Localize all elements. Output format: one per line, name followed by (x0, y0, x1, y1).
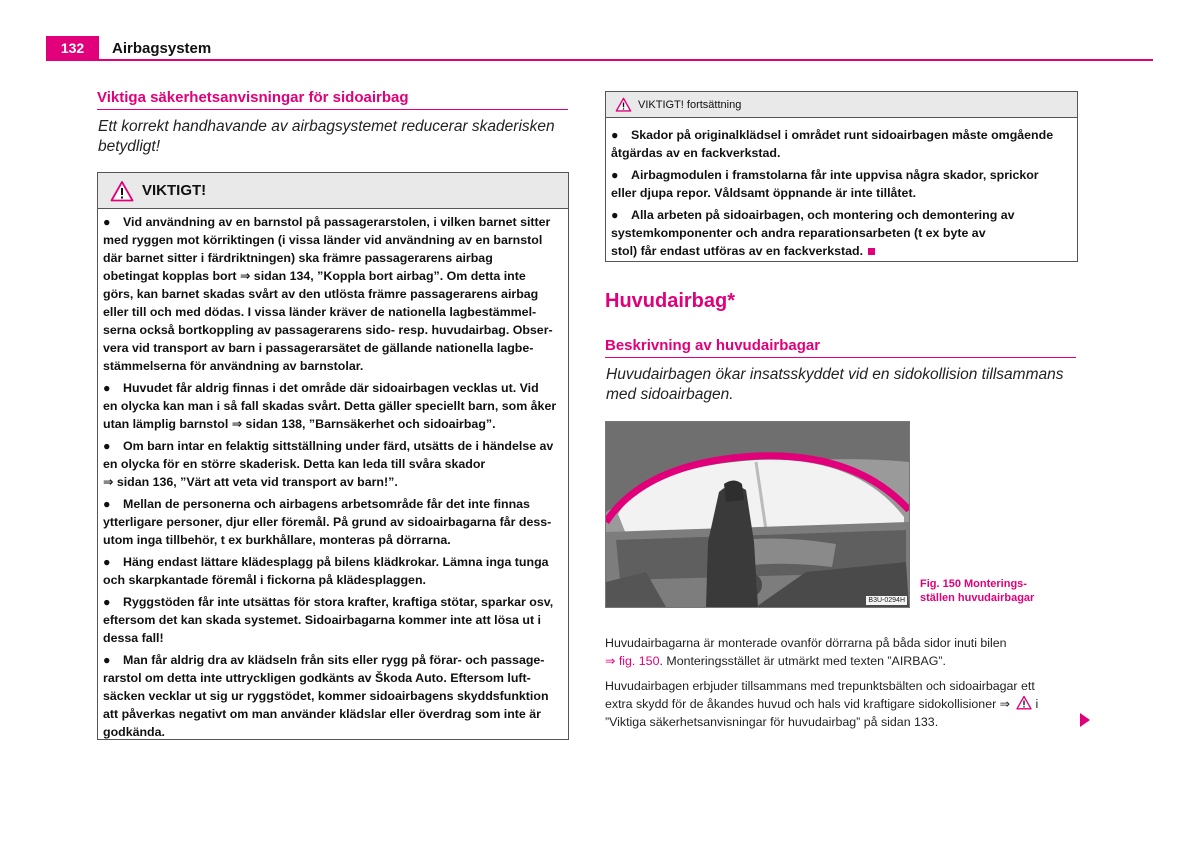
left-lead-text: Ett korrekt handhavande av airbagsystemet reducerar skaderisken betydligt! (98, 118, 555, 155)
warning-item-line (103, 593, 563, 611)
figure-code: B3U-0294H (868, 597, 905, 604)
warning-triangle-icon (110, 180, 134, 202)
paragraph-line (605, 652, 1085, 670)
warning-title: VIKTIGT! (142, 182, 207, 199)
bullet-dot-icon: ● (103, 497, 111, 511)
warning-item (103, 651, 563, 741)
warning-item-line (103, 705, 563, 723)
warning-continued-header (606, 92, 1077, 118)
warning-item-line (611, 224, 1072, 242)
paragraph-line: Huvudairbagen erbjuder tillsammans med trepunktsbälten och sidoairbagar ett (605, 679, 1035, 693)
warning-triangle-icon[interactable] (1016, 695, 1032, 710)
bullet-dot-icon: ● (611, 168, 619, 182)
warning-item (103, 495, 563, 549)
warning-item-text: ⇒ sidan 136, ”Värt att veta vid transport av barn!”. (103, 475, 398, 489)
bullet-dot-icon: ● (103, 595, 111, 609)
warning-item-text: systemkomponenter och andra reparationsarbeten (t ex byte av (611, 226, 986, 240)
warning-item-line (611, 166, 1072, 184)
warning-triangle-icon (615, 97, 632, 112)
bullet-dot-icon: ● (103, 555, 111, 569)
warning-item-line (611, 144, 1072, 162)
warning-item-text: att påverkas negativt om man använder klädslar eller överdrag som inte är (103, 707, 541, 721)
right-subheading: Beskrivning av huvudairbagar (605, 337, 1076, 358)
warning-box-header (98, 173, 568, 209)
car-interior-illustration (606, 422, 909, 607)
next-page-arrow-icon[interactable] (1080, 713, 1090, 727)
warning-item-line (103, 629, 563, 647)
paragraph-line: Huvudairbagarna är monterade ovanför dörrarna på båda sidor inuti bilen (605, 636, 1007, 650)
warning-item-text: Vid användning av en barnstol på passagerarstolen, i vilken barnet sitter (123, 215, 551, 229)
paragraph-text: extra skydd för de åkandes huvud och hals vid kraftigare sidokollisioner ⇒ (605, 697, 1011, 711)
warning-item-line (103, 231, 563, 249)
header-rule (46, 59, 1153, 61)
warning-item (611, 166, 1072, 202)
bullet-dot-icon: ● (103, 215, 111, 229)
warning-item-line (103, 611, 563, 629)
warning-item-line (611, 242, 1072, 260)
warning-item-text: Mellan de personerna och airbagens arbetsområde får det inte finnas (123, 497, 530, 511)
warning-item-text: utan lämplig barnstol ⇒ sidan 138, ”Barnsäkerhet och sidoairbag”. (103, 417, 496, 431)
warning-item-line (103, 267, 563, 285)
car-interior-figure (605, 421, 910, 608)
warning-item-line (103, 339, 563, 357)
warning-item-text: utom inga tillbehör, t ex burkhållare, monteras på dörrarna. (103, 533, 451, 547)
chapter-title: Airbagsystem (112, 40, 212, 57)
warning-item-line (103, 531, 563, 549)
warning-item-line (103, 669, 563, 687)
warning-item-text: en olycka kan man i så fall skadas svårt. Detta gäller speciellt barn, som åker (103, 399, 557, 413)
warning-item-text: stol) får endast utföras av en fackverkstad. (611, 244, 864, 258)
warning-item-text: Ryggstöden får inte utsättas för stora krafter, kraftiga stötar, sparkar osv, (123, 595, 554, 609)
warning-item-text: ytterligare personer, djur eller föremål. På grund av sidoairbagarna får dess- (103, 515, 552, 529)
warning-item-text: där barnet sitter i färdriktningen) ska främre passagerarens airbag (103, 251, 493, 265)
page-number-badge (46, 36, 99, 61)
warning-item-line (103, 553, 563, 571)
warning-item-text: Om barn intar en felaktig sittställning under färd, utsätts de i händelse av (123, 439, 554, 453)
warning-item (103, 379, 563, 433)
end-of-section-mark (868, 248, 875, 255)
warning-item-text: eller till och med dödas. I vissa länder kräver de nationella lagbestämmel- (103, 305, 537, 319)
warning-item-text: godkända. (103, 725, 165, 739)
warning-item-text: Skador på originalklädsel i området runt sidoairbagen måste omgående (631, 128, 1054, 142)
warning-item-text: säcken vecklar ut sig ur ryggstödet, kommer sidoairbagens skyddsfunktion (103, 689, 549, 703)
right-lead-text: Huvudairbagen ökar insatsskyddet vid en sidokollision tillsammans med sidoairbagen. (606, 366, 1064, 403)
warning-item-text: åtgärdas av en fackverkstad. (611, 146, 781, 160)
warning-item (103, 437, 563, 491)
warning-item (103, 553, 563, 589)
warning-item-text: och skarpkantade föremål i fickorna på klädesplaggen. (103, 573, 426, 587)
warning-item-line (103, 321, 563, 339)
warning-item-text: eller djupa repor. Våldsamt öppnande är inte tillåtet. (611, 186, 917, 200)
figure-caption-line: ställen huvudairbagar (920, 592, 1035, 604)
paragraph-line: ”Viktiga säkerhetsanvisningar för huvudairbag” på sidan 133. (605, 715, 939, 729)
warning-item (611, 206, 1072, 260)
page-number: 132 (60, 40, 85, 56)
warning-item-line (103, 495, 563, 513)
warning-item-line (103, 379, 563, 397)
warning-item-text: en olycka för en större skaderisk. Detta kan leda till svåra skador (103, 457, 486, 471)
warning-item-text: obetingat kopplas bort ⇒ sidan 134, ”Koppla bort airbag”. Om detta inte (103, 269, 526, 283)
left-subheading: Viktiga säkerhetsanvisningar för sidoairbag (97, 89, 568, 110)
warning-item (611, 126, 1072, 162)
warning-item-line (611, 206, 1072, 224)
warning-item (103, 593, 563, 647)
warning-continued-items (606, 118, 1077, 260)
warning-box (97, 172, 569, 740)
warning-item-text: dessa fall! (103, 631, 164, 645)
warning-item-line (103, 213, 563, 231)
warning-item-line (103, 357, 563, 375)
warning-item-line (103, 723, 563, 741)
warning-item-line (103, 455, 563, 473)
paragraph-text: . Monteringsstället är utmärkt med texten ”AIRBAG”. (659, 654, 946, 668)
warning-item-text: Häng endast lättare klädesplagg på bilens klädkrokar. Lämna inga tunga (123, 555, 549, 569)
warning-item-text: eftersom det kan skada systemet. Sidoairbagarna kommer inte att lösa ut i (103, 613, 541, 627)
figure-caption (920, 577, 1034, 605)
bullet-dot-icon: ● (611, 208, 619, 222)
warning-item-line (611, 184, 1072, 202)
warning-item-text: Man får aldrig dra av klädseln från sits eller rygg på förar- och passage- (123, 653, 545, 667)
warning-item-line (103, 437, 563, 455)
warning-item-text: serna också bortkoppling av passagerarens sido- resp. huvudairbag. Obser- (103, 323, 553, 337)
warning-item-line (103, 415, 563, 433)
warning-item-line (103, 513, 563, 531)
warning-item-text: med ryggen mot körriktingen (i vissa länder vid användning av en barnstol (103, 233, 543, 247)
section-title: Huvudairbag* (605, 290, 736, 312)
warning-item-text: Alla arbeten på sidoairbagen, och montering och demontering av (631, 208, 1015, 222)
warning-item-line (103, 249, 563, 267)
warning-item-line (103, 303, 563, 321)
figure-caption-line: Fig. 150 Monterings- (920, 578, 1027, 590)
bullet-dot-icon: ● (103, 439, 111, 453)
paragraph-line (605, 695, 1085, 713)
warning-item-line (103, 285, 563, 303)
figure-reference-link[interactable]: ⇒ fig. 150 (605, 654, 660, 668)
paragraph-mounting (605, 634, 1085, 670)
warning-item-text: Huvudet får aldrig finnas i det område där sidoairbagen vecklas ut. Vid (123, 381, 539, 395)
warning-item-line (103, 397, 563, 415)
warning-item (103, 213, 563, 375)
bullet-dot-icon: ● (103, 653, 111, 667)
warning-item-line (103, 571, 563, 589)
warning-item-text: stämmelserna för användning av barnstolar. (103, 359, 364, 373)
warning-item-line (611, 126, 1072, 144)
warning-item-text: Airbagmodulen i framstolarna får inte uppvisa några skador, sprickor (631, 168, 1039, 182)
warning-continued-box (605, 91, 1078, 262)
warning-item-text: görs, kan barnet skadas svårt av den utlösta främre passagerarens airbag (103, 287, 539, 301)
warning-item-text: rarstol om detta inte uttryckligen godkänts av Škoda Auto. Eftersom luft- (103, 671, 531, 685)
bullet-dot-icon: ● (611, 128, 619, 142)
warning-item-line (103, 473, 563, 491)
warning-item-line (103, 687, 563, 705)
paragraph-protection (605, 677, 1085, 731)
bullet-dot-icon: ● (103, 381, 111, 395)
warning-item-text: vera vid transport av barn i passagerarsätet de gällande nationella lagbe- (103, 341, 534, 355)
paragraph-text: i (1035, 697, 1039, 711)
warning-item-line (103, 651, 563, 669)
warning-continued-title: VIKTIGT! fortsättning (638, 98, 742, 111)
warning-items (98, 209, 568, 741)
